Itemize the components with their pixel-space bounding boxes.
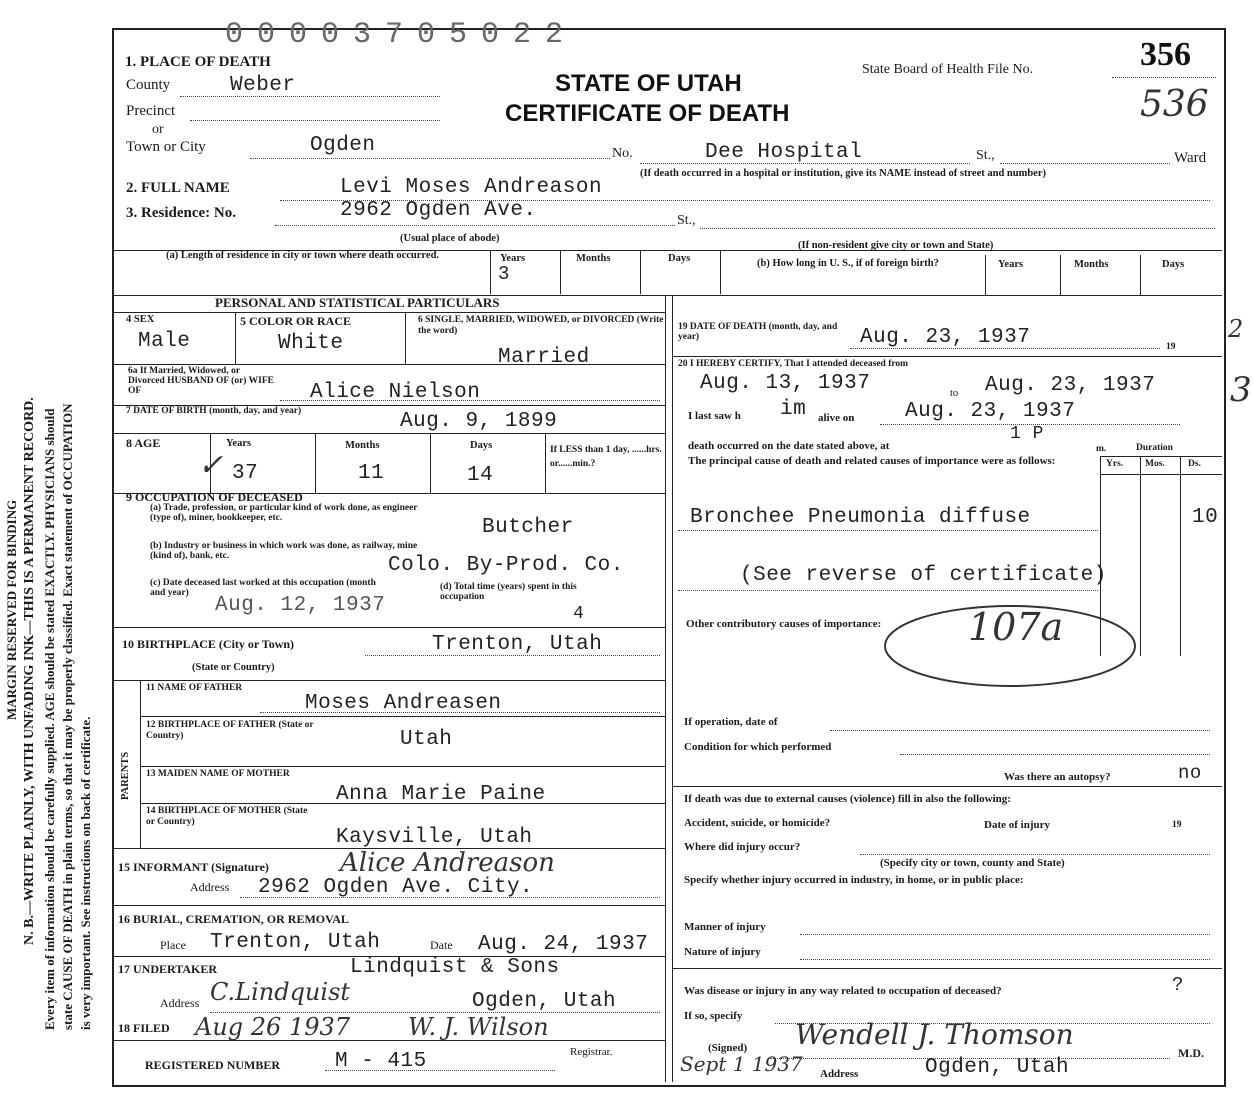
place-of-death-label: 1. PLACE OF DEATH (125, 54, 271, 70)
informant-address-value: 2962 Ogden Ave. City. (258, 876, 534, 899)
filed-label: 18 FILED (118, 1021, 170, 1035)
cause-duration-days-value: 10 (1192, 506, 1219, 529)
dob-value: Aug. 9, 1899 (400, 410, 558, 433)
us-years-label: Years (998, 259, 1024, 270)
town-value: Ogden (310, 134, 376, 157)
principal-cause-label: The principal cause of death and related causes of importance were as follows: (688, 455, 1056, 467)
occupation-related-label: Was disease or injury in any way related to occupation of deceased? (684, 985, 1002, 997)
county-label: County (126, 77, 171, 93)
board-file-number: 356 (1140, 36, 1191, 73)
length-of-residence-label: (a) Length of residence in city or town where death occurred. (165, 250, 440, 261)
death-occurred-label: death occurred on the date stated above, at (688, 440, 890, 452)
if-so-specify-label: If so, specify (684, 1010, 743, 1022)
hospital-value: Dee Hospital (705, 141, 863, 164)
undertaker-signature: C.Lindquist (210, 978, 351, 1006)
physician-address-label: Address (820, 1068, 859, 1080)
burial-date-label: Date (430, 938, 453, 952)
occupation-a-label: (a) Trade, profession, or particular kind of work done, as engineer (type of), miner, bookkeeper, etc. (150, 503, 418, 523)
town-label: Town or City (126, 139, 206, 155)
father-birthplace-label: 12 BIRTHPLACE OF FATHER (State or Country) (146, 720, 314, 741)
margin-permanent-record-text: N. B.—WRITE PLAINLY, WITH UNFADING INK—THIS IS A PERMANENT RECORD. (22, 397, 37, 945)
father-birthplace-value: Utah (400, 728, 453, 751)
burial-label: 16 BURIAL, CREMATION, OR REMOVAL (118, 912, 349, 926)
informant-address-label: Address (190, 880, 230, 894)
last-saw-date-value: Aug. 23, 1937 (905, 400, 1076, 423)
county-value: Weber (230, 74, 296, 97)
sex-value: Male (138, 330, 191, 353)
ward-label: Ward (1174, 150, 1207, 166)
full-name-value: Levi Moses Andreason (340, 176, 603, 199)
occupation-b-label: (b) Industry or business in which work was done, as railway, mine (kind of), bank, etc. (150, 541, 418, 561)
birthplace-state-label: (State or Country) (192, 662, 275, 673)
age-days-label: Days (470, 440, 493, 451)
age-checkmark: ✓ (198, 448, 224, 483)
autopsy-label: Was there an autopsy? (1004, 771, 1111, 783)
father-name-label: 11 NAME OF FATHER (146, 683, 243, 693)
sex-label: 4 SEX (126, 314, 155, 325)
specify-injury-place-label: Specify whether injury occurred in industry, in home, or in public place: (684, 874, 1024, 886)
st-label: St., (976, 148, 995, 163)
occupation-d-value: 4 (573, 604, 585, 624)
mother-birthplace-label: 14 BIRTHPLACE OF MOTHER (State or Country) (146, 806, 308, 827)
circled-annotation (880, 596, 1150, 696)
date-of-death-value: Aug. 23, 1937 (860, 326, 1031, 349)
father-name-value: Moses Andreasen (305, 692, 502, 715)
undertaker-label: 17 UNDERTAKER (118, 962, 218, 976)
date-of-death-label: 19 DATE OF DEATH (month, day, and year) (678, 322, 838, 342)
board-file-label: State Board of Health File No. (862, 62, 1034, 77)
serial-number: 0 0 0 0 3 7 0 5 0 2 2 (225, 18, 562, 52)
certify-label: 20 I HEREBY CERTIFY, That I attended deceased from (678, 359, 909, 369)
nonresident-label: (If non-resident give city or town and State) (798, 240, 994, 251)
residence-years-value: 3 (498, 263, 510, 285)
age-months-label: Months (345, 440, 380, 451)
nature-of-injury-label: Nature of injury (684, 946, 761, 958)
occupation-a-value: Butcher (482, 516, 574, 539)
specify-city-label: (Specify city or town, county and State) (880, 857, 1065, 869)
margin-instruction-line-1: Every item of information should be carefully supplied. AGE should be stated EXACTLY. PHYSICIANS should (42, 408, 57, 1030)
mother-name-value: Anna Marie Paine (336, 783, 546, 806)
informant-label: 15 INFORMANT (Signature) (118, 860, 269, 874)
occupation-c-label: (c) Date deceased last worked at this occupation (month and year) (150, 578, 376, 598)
registrar-label: Registrar. (570, 1046, 613, 1058)
injury-date-label: Date of injury (984, 819, 1050, 831)
accident-label: Accident, suicide, or homicide? (684, 817, 831, 829)
mother-birthplace-value: Kaysville, Utah (336, 826, 533, 849)
marital-value: Married (498, 346, 590, 369)
duration-ds-label: Ds. (1188, 459, 1201, 469)
dob-label: 7 DATE OF BIRTH (month, day, and year) (126, 406, 302, 416)
us-months-label: Months (1074, 259, 1109, 270)
alive-on-label: alive on (818, 412, 855, 424)
full-name-label: 2. FULL NAME (126, 180, 230, 196)
or-label: or (152, 122, 164, 137)
m-label: m. (1096, 444, 1107, 454)
time-of-death-value: 1 P (1010, 424, 1044, 444)
margin-instructions (0, 0, 110, 1096)
birthplace-value: Trenton, Utah (432, 633, 603, 656)
handwritten-file-number: 536 (1140, 84, 1209, 125)
margin-instruction-line-2: state CAUSE OF DEATH in plain terms, so that it may be properly classified. Exact statement of OCCUPATION (60, 403, 75, 1030)
attended-to-value: Aug. 23, 1937 (985, 374, 1156, 397)
less-than-label: If LESS than 1 day, ......hrs. or......min.? (550, 445, 662, 469)
signed-label: (Signed) (708, 1042, 748, 1054)
occupation-b-value: Colo. By-Prod. Co. (388, 554, 624, 577)
duration-mos-label: Mos. (1145, 459, 1165, 469)
contributory-cause-note: 107a (968, 605, 1064, 649)
us-residence-label: (b) How long in U. S., if of foreign birth? (757, 258, 939, 269)
burial-place-value: Trenton, Utah (210, 931, 381, 954)
see-reverse-note: (See reverse of certificate) (740, 564, 1107, 587)
precinct-label: Precinct (126, 103, 176, 119)
residence-st-label: St., (677, 213, 696, 228)
marital-label: 6 SINGLE, MARRIED, WIDOWED, or DIVORCED (Write the word) (418, 315, 664, 336)
birthplace-label: 10 BIRTHPLACE (City or Town) (122, 637, 295, 651)
age-years-value: 37 (232, 462, 259, 485)
physician-address-value: Ogden, Utah (925, 1056, 1070, 1079)
burial-place-label: Place (160, 938, 186, 952)
us-days-label: Days (1162, 259, 1185, 270)
autopsy-value: no (1178, 762, 1202, 784)
certificate-title-line-1: STATE OF UTAH (555, 70, 742, 97)
residence-months-label: Months (576, 253, 611, 264)
residence-days-label: Days (668, 253, 691, 264)
age-days-value: 14 (467, 464, 494, 487)
signed-date-value: Sept 1 1937 (680, 1052, 803, 1076)
occupation-label: 9 OCCUPATION OF DECEASED (126, 490, 303, 504)
certificate-title-line-2: CERTIFICATE OF DEATH (505, 100, 790, 127)
residence-years-label: Years (500, 253, 526, 264)
mother-name-label: 13 MAIDEN NAME OF MOTHER (146, 769, 290, 779)
right-margin-mark-2: 3 (1230, 370, 1252, 410)
physician-signature: Wendell J. Thomson (795, 1018, 1074, 1051)
undertaker-address-label: Address (160, 996, 200, 1010)
injury-year-label: 19 (1172, 820, 1182, 830)
attended-to-label: to (950, 388, 959, 399)
spouse-value: Alice Nielson (310, 381, 481, 404)
parents-side-label: PARENTS (120, 751, 131, 800)
occupation-c-value: Aug. 12, 1937 (215, 594, 386, 617)
color-value: White (278, 332, 344, 355)
operation-date-label: If operation, date of (684, 716, 778, 728)
right-margin-mark-1: 2 (1228, 315, 1244, 343)
date-of-death-year-label: 19 (1166, 342, 1176, 352)
burial-date-value: Aug. 24, 1937 (478, 933, 649, 956)
contributory-causes-label: Other contributory causes of importance: (686, 618, 882, 630)
registered-number-value: M - 415 (335, 1050, 427, 1073)
informant-signature: Alice Andreason (340, 848, 555, 878)
age-label: 8 AGE (126, 436, 161, 450)
usual-abode-label: (Usual place of abode) (400, 233, 500, 244)
last-saw-label: I last saw h (688, 410, 741, 422)
margin-binding-text: MARGIN RESERVED FOR BINDING (4, 499, 19, 720)
duration-yrs-label: Yrs. (1106, 459, 1124, 469)
registrar-signature: W. J. Wilson (408, 1013, 549, 1041)
operation-condition-label: Condition for which performed (684, 741, 832, 753)
occupation-related-value: ? (1172, 974, 1184, 996)
registered-number-label: REGISTERED NUMBER (145, 1058, 281, 1072)
age-months-value: 11 (358, 462, 385, 485)
duration-label: Duration (1136, 443, 1173, 453)
color-label: 5 COLOR OR RACE (240, 314, 352, 328)
md-label: M.D. (1178, 1046, 1204, 1060)
filed-date-value: Aug 26 1937 (195, 1013, 351, 1041)
last-saw-who: im (780, 398, 807, 421)
attended-from-value: Aug. 13, 1937 (700, 372, 871, 395)
personal-section-label: PERSONAL AND STATISTICAL PARTICULARS (215, 295, 500, 310)
hospital-note: (If death occurred in a hospital or institution, give its NAME instead of street and number) (640, 168, 1047, 179)
spouse-label: 6a If Married, Widowed, or Divorced HUSBAND OF (or) WIFE OF (128, 366, 275, 396)
residence-label: 3. Residence: No. (126, 205, 236, 221)
undertaker-address-value: Ogden, Utah (472, 990, 617, 1013)
injury-where-label: Where did injury occur? (684, 841, 801, 853)
manner-of-injury-label: Manner of injury (684, 921, 766, 933)
residence-value: 2962 Ogden Ave. (340, 199, 537, 222)
undertaker-name-value: Lindquist & Sons (350, 956, 560, 979)
occupation-d-label: (d) Total time (years) spent in this occupation (440, 582, 577, 602)
cause-of-death-value: Bronchee Pneumonia diffuse (690, 506, 1031, 529)
external-causes-label: If death was due to external causes (violence) fill in also the following: (684, 793, 1011, 805)
street-no-label: No. (612, 146, 633, 161)
margin-instruction-line-3: is very important. See instructions on back of certificate. (78, 716, 93, 1030)
age-years-label: Years (226, 438, 252, 449)
